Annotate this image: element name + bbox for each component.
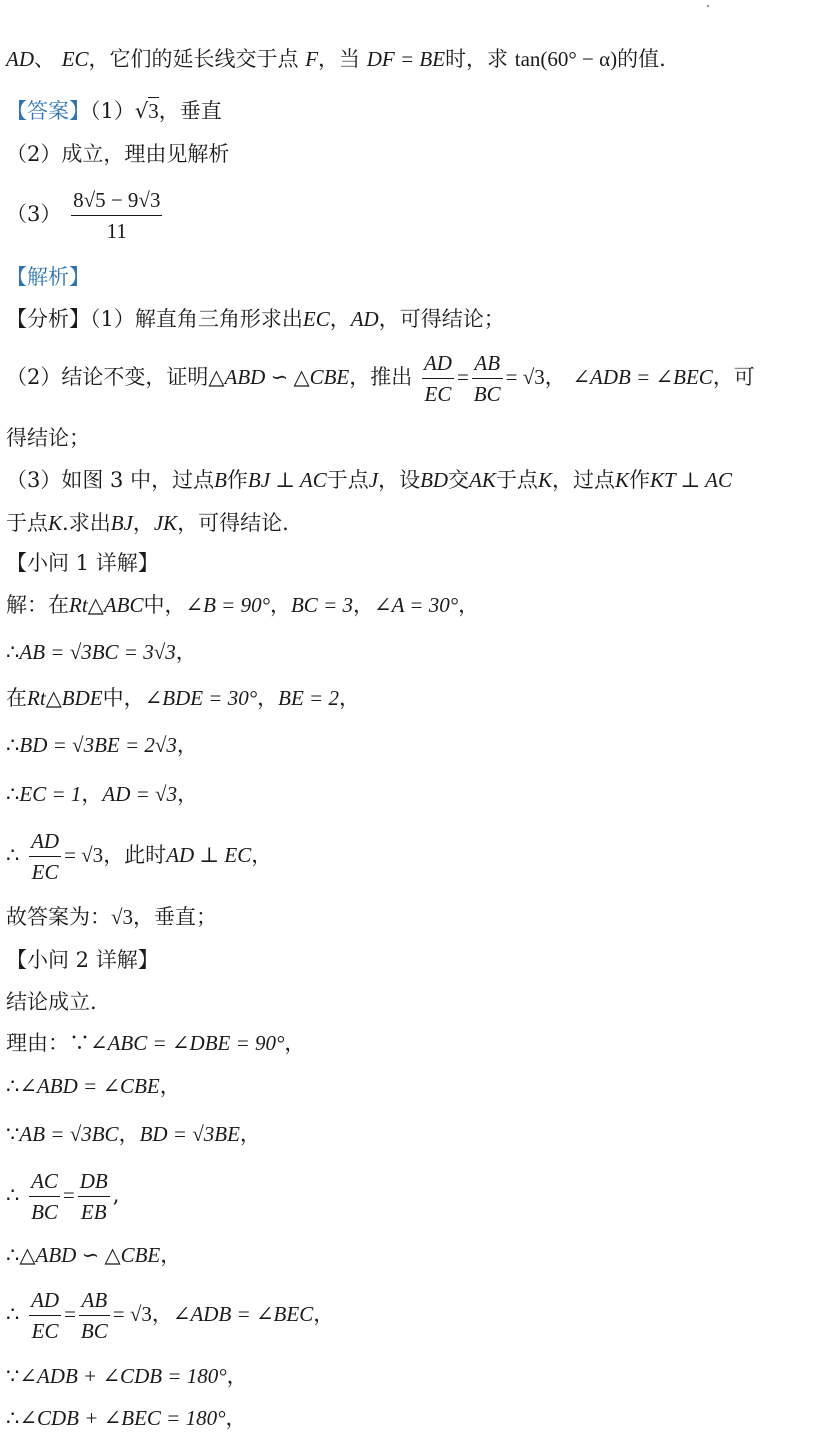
math: △ABD ∽ △CBE xyxy=(19,1243,161,1267)
text: 得结论； xyxy=(6,426,90,450)
sol1-line-2 xyxy=(6,637,197,667)
text: ，当 xyxy=(318,47,361,71)
math: ∠A = 30° xyxy=(374,593,459,617)
math: AB = √3BC = 3√3 xyxy=(19,640,176,664)
math: BE = 2 xyxy=(278,686,339,710)
answer-line-2 xyxy=(6,139,229,169)
math: AD = √3 xyxy=(102,782,178,806)
text: ， xyxy=(225,1406,247,1430)
text: ∴ xyxy=(6,782,20,806)
text: 交 xyxy=(448,468,470,492)
text: ， xyxy=(329,307,351,331)
text: ， xyxy=(118,1122,140,1146)
text: ∴ xyxy=(6,1243,20,1267)
math: = xyxy=(62,1183,75,1207)
sol2-line-6 xyxy=(6,1240,181,1270)
denominator: 11 xyxy=(106,219,127,243)
numerator: AC xyxy=(29,1166,60,1197)
sol2-line-8 xyxy=(6,1361,248,1391)
text: ， xyxy=(160,1243,182,1267)
text: 作 xyxy=(226,468,248,492)
stray-dot xyxy=(707,5,709,7)
math: K xyxy=(537,468,552,492)
radicand: 3 xyxy=(148,99,159,123)
analysis-tag: 【解析】 xyxy=(6,265,90,289)
answer-line-3 xyxy=(6,185,165,246)
sol2-line-4 xyxy=(6,1119,261,1149)
denominator: EB xyxy=(80,1200,107,1224)
problem-continuation xyxy=(6,44,666,74)
text: ，垂直 xyxy=(158,99,222,123)
math: √3 xyxy=(111,905,134,929)
math: K xyxy=(614,468,629,492)
math: EC xyxy=(302,307,330,331)
text: ， xyxy=(132,511,154,535)
fraction xyxy=(29,1166,60,1227)
text: ， xyxy=(353,593,374,617)
text: ， xyxy=(338,686,360,710)
text: 于点 xyxy=(326,468,369,492)
math: ∠ADB = ∠BEC xyxy=(172,1302,314,1326)
denominator: BC xyxy=(80,1319,108,1343)
math: ∠ADB = ∠BEC xyxy=(572,365,713,389)
denominator: BC xyxy=(31,1200,58,1224)
text: 中， xyxy=(102,686,145,710)
text: ∴ xyxy=(6,843,20,867)
text: ， xyxy=(257,686,279,710)
text: ， xyxy=(177,782,199,806)
subquestion-2-heading xyxy=(6,945,159,975)
sol2-line-1 xyxy=(6,987,97,1017)
sol1-line-1 xyxy=(6,590,479,620)
sol1-answer xyxy=(6,902,217,932)
math: BC = 3 xyxy=(290,593,353,617)
numerator: DB xyxy=(78,1166,110,1197)
sol2-line-9 xyxy=(6,1403,246,1433)
text: （3） xyxy=(6,202,62,226)
text: ， xyxy=(159,1074,181,1098)
text: ， xyxy=(284,1031,306,1055)
sol1-line-6 xyxy=(6,826,272,887)
segment-label: EC xyxy=(61,47,89,71)
text: 故答案为： xyxy=(6,905,111,929)
text: 时，求 xyxy=(445,47,509,71)
text: ， xyxy=(458,593,480,617)
math: Rt△ABC xyxy=(69,593,144,617)
math: ∠CDB + ∠BEC = 180° xyxy=(19,1406,226,1430)
text: ， xyxy=(151,1302,173,1326)
text: ，垂直； xyxy=(133,905,218,929)
text: ∵ xyxy=(6,1364,20,1388)
math: BJ xyxy=(110,511,133,535)
math: B xyxy=(214,468,227,492)
text: ， xyxy=(239,1122,261,1146)
denominator: EC xyxy=(31,860,59,884)
analysis-line-4 xyxy=(6,465,732,495)
text: ， xyxy=(81,782,103,806)
text: ，它们的延长线交于点 xyxy=(88,47,299,71)
numerator: AB xyxy=(472,348,503,379)
sol2-line-5 xyxy=(6,1166,119,1227)
math: = √3 xyxy=(505,365,545,389)
expression: tan(60° − α) xyxy=(514,47,618,71)
text: ∴ xyxy=(6,733,20,757)
math: KT ⊥ AC xyxy=(649,468,732,492)
math: J xyxy=(368,468,379,492)
text: ， xyxy=(269,593,291,617)
text: ， xyxy=(226,1364,248,1388)
math: ∠BDE = 30° xyxy=(144,686,258,710)
point-label: F xyxy=(305,47,319,71)
text: ，设 xyxy=(378,468,421,492)
numerator: AD xyxy=(29,826,61,857)
math: ∠B = 90° xyxy=(185,593,270,617)
sol2-line-7 xyxy=(6,1285,334,1346)
text: ，过点 xyxy=(551,468,615,492)
text: ∵ xyxy=(6,1122,20,1146)
text: （1） xyxy=(90,99,135,123)
text: ∴ xyxy=(6,1302,20,1326)
math: ∠ABC = ∠DBE = 90° xyxy=(90,1031,285,1055)
fraction xyxy=(29,826,61,887)
text: 中， xyxy=(143,593,186,617)
text: 在 xyxy=(6,686,27,710)
math: JK xyxy=(153,511,178,535)
text: 结论成立. xyxy=(6,990,97,1014)
segment-label: AD xyxy=(6,47,34,71)
text: （2）成立，理由见解析 xyxy=(6,142,230,166)
sol1-line-4 xyxy=(6,730,198,760)
math: AK xyxy=(469,468,496,492)
answer-tag: 【答案】 xyxy=(6,99,90,123)
text: （3）如图 3 中，过点 xyxy=(6,468,215,492)
math: ∠ADB + ∠CDB = 180° xyxy=(19,1364,227,1388)
analysis-line-2 xyxy=(6,348,755,409)
equation: DF = BE xyxy=(366,47,446,71)
sol2-line-3 xyxy=(6,1071,181,1101)
math: BD = √3BE xyxy=(139,1122,240,1146)
fraction xyxy=(78,1166,110,1227)
analysis-heading xyxy=(6,262,90,292)
math: = √3 xyxy=(112,1302,152,1326)
text: 于点 xyxy=(6,511,48,535)
text: ，推出 xyxy=(349,365,413,389)
math: = xyxy=(64,1302,76,1326)
math: EC = 1 xyxy=(19,782,82,806)
sol2-line-2 xyxy=(6,1028,305,1058)
text: ，可 xyxy=(712,365,755,389)
analysis-line-3 xyxy=(6,423,90,453)
denominator: EC xyxy=(424,382,452,406)
text: 【小问 1 详解】 xyxy=(6,551,159,575)
fraction xyxy=(422,348,454,409)
text: ， xyxy=(175,640,197,664)
text: ， xyxy=(251,843,273,867)
text: ∴ xyxy=(6,1183,20,1207)
text: 、 xyxy=(34,47,55,71)
math: BJ ⊥ AC xyxy=(247,468,327,492)
fraction xyxy=(472,348,503,409)
math: AD xyxy=(350,307,379,331)
math: AD ⊥ EC xyxy=(166,843,252,867)
sqrt-symbol: √ xyxy=(134,99,149,123)
text: ， xyxy=(544,365,566,389)
sol1-line-5 xyxy=(6,779,198,809)
text: 于点 xyxy=(495,468,538,492)
math: BD xyxy=(420,468,449,492)
analysis-line-5 xyxy=(6,508,289,538)
math: = xyxy=(456,365,469,389)
text: 解：在 xyxy=(6,593,69,617)
math: ∠ABD = ∠CBE xyxy=(19,1074,160,1098)
text: 作 xyxy=(628,468,650,492)
text: ，可得结论. xyxy=(177,511,289,535)
fraction xyxy=(79,1285,110,1346)
denominator: EC xyxy=(31,1319,59,1343)
text: , xyxy=(112,1183,120,1207)
text: .求出 xyxy=(62,511,111,535)
math: = √3 xyxy=(64,843,104,867)
text: ， xyxy=(176,733,198,757)
fraction xyxy=(71,185,162,246)
text: 【小问 2 详解】 xyxy=(6,948,159,972)
math: K xyxy=(48,511,63,535)
answer-line-1 xyxy=(6,96,222,126)
text: ∴ xyxy=(6,640,20,664)
math: △ABD ∽ △CBE xyxy=(208,365,350,389)
numerator: AD xyxy=(29,1285,61,1316)
sol1-line-3 xyxy=(6,683,360,713)
text: ，可得结论； xyxy=(378,307,505,331)
text: 理由：∵ xyxy=(6,1031,90,1055)
fraction xyxy=(29,1285,61,1346)
math: BD = √3BE = 2√3 xyxy=(19,733,177,757)
analysis-line-1 xyxy=(6,304,505,334)
denominator: BC xyxy=(473,382,501,406)
text: ∴ xyxy=(6,1406,20,1430)
math: AB = √3BC xyxy=(19,1122,119,1146)
numerator: AB xyxy=(79,1285,110,1316)
numerator: AD xyxy=(422,348,454,379)
text: ∴ xyxy=(6,1074,20,1098)
numerator: 8√5 − 9√3 xyxy=(71,185,162,216)
text: ，此时 xyxy=(103,843,167,867)
text: 的值. xyxy=(617,47,666,71)
math: Rt△BDE xyxy=(27,686,103,710)
text: （2）结论不变，证明 xyxy=(6,365,209,389)
text: 【分析】（1）解直角三角形求出 xyxy=(6,307,303,331)
subquestion-1-heading xyxy=(6,548,159,578)
text: ， xyxy=(313,1302,335,1326)
